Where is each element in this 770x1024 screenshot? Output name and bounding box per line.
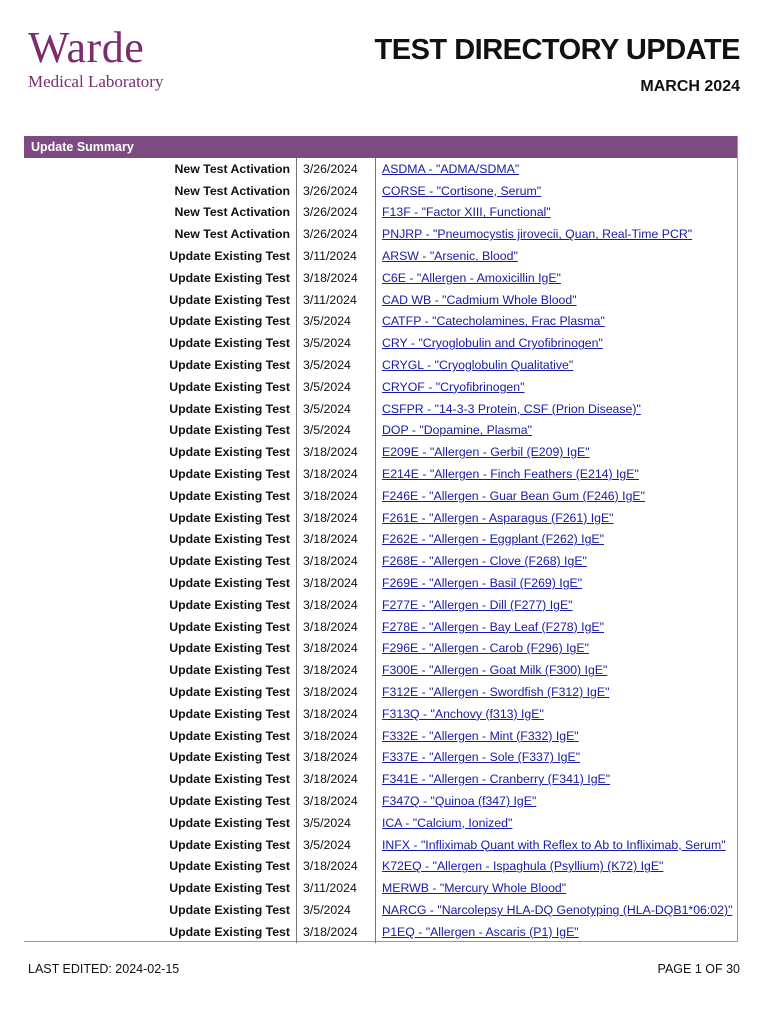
test-link[interactable]: F347Q - "Quinoa (f347) IgE" <box>382 794 537 808</box>
test-link[interactable]: CSFPR - "14-3-3 Protein, CSF (Prion Disease)" <box>382 401 641 416</box>
page-number: PAGE 1 OF 30 <box>657 962 740 976</box>
row-test <box>376 812 733 834</box>
row-action: Update Existing Test <box>140 725 297 747</box>
row-date: 3/18/2024 <box>297 703 376 725</box>
test-link[interactable]: P1EQ - "Allergen - Ascaris (P1) IgE" <box>382 924 579 939</box>
row-test <box>376 332 733 354</box>
table-row <box>140 223 732 245</box>
table-row <box>140 507 732 529</box>
row-test <box>376 463 733 485</box>
table-row <box>140 529 732 551</box>
row-date: 3/11/2024 <box>297 245 376 267</box>
last-edited: LAST EDITED: 2024-02-15 <box>28 962 180 976</box>
test-link[interactable]: F246E - "Allergen - Guar Bean Gum (F246) IgE" <box>382 488 645 503</box>
document-date: MARCH 2024 <box>640 78 740 95</box>
row-action: Update Existing Test <box>140 616 297 638</box>
row-action: Update Existing Test <box>140 550 297 572</box>
row-test <box>376 572 733 594</box>
row-test <box>376 747 733 769</box>
update-summary-header: Update Summary <box>24 136 737 158</box>
test-link[interactable]: F269E - "Allergen - Basil (F269) IgE" <box>382 576 583 591</box>
row-test <box>376 877 733 899</box>
table-row <box>140 703 732 725</box>
row-action: New Test Activation <box>140 158 297 180</box>
row-date: 3/5/2024 <box>297 834 376 856</box>
row-date: 3/5/2024 <box>297 899 376 921</box>
test-link[interactable]: ICA - "Calcium, Ionized" <box>382 815 513 830</box>
table-row <box>140 311 732 333</box>
test-link[interactable]: CORSE - "Cortisone, Serum" <box>382 183 542 198</box>
table-row <box>140 441 732 463</box>
table-row <box>140 834 732 856</box>
test-link[interactable]: ARSW - "Arsenic, Blood" <box>382 249 518 264</box>
test-link[interactable]: F312E - "Allergen - Swordfish (F312) IgE" <box>382 685 610 700</box>
row-date: 3/18/2024 <box>297 747 376 769</box>
row-date: 3/11/2024 <box>297 289 376 311</box>
row-action: New Test Activation <box>140 223 297 245</box>
table-row <box>140 877 732 899</box>
row-date: 3/18/2024 <box>297 659 376 681</box>
test-link[interactable]: E214E - "Allergen - Finch Feathers (E214) IgE" <box>382 467 639 482</box>
table-row <box>140 180 732 202</box>
row-test <box>376 616 733 638</box>
test-link[interactable]: C6E - "Allergen - Amoxicillin IgE" <box>382 270 561 285</box>
row-test <box>376 834 733 856</box>
row-date: 3/18/2024 <box>297 267 376 289</box>
row-date: 3/26/2024 <box>297 158 376 180</box>
row-date: 3/5/2024 <box>297 420 376 442</box>
row-date: 3/18/2024 <box>297 441 376 463</box>
row-action: Update Existing Test <box>140 376 297 398</box>
table-row <box>140 420 732 442</box>
row-test <box>376 180 733 202</box>
test-link[interactable]: F262E - "Allergen - Eggplant (F262) IgE" <box>382 532 604 547</box>
table-row <box>140 550 732 572</box>
row-date: 3/18/2024 <box>297 768 376 790</box>
row-date: 3/18/2024 <box>297 550 376 572</box>
row-date: 3/5/2024 <box>297 376 376 398</box>
test-link[interactable]: CRYOF - "Cryofibrinogen" <box>382 379 525 394</box>
test-link[interactable]: F296E - "Allergen - Carob (F296) IgE" <box>382 641 589 656</box>
table-row <box>140 245 732 267</box>
table-row <box>140 856 732 878</box>
table-row <box>140 790 732 812</box>
table-row <box>140 768 732 790</box>
test-link[interactable]: MERWB - "Mercury Whole Blood" <box>382 881 567 896</box>
update-summary-table <box>140 158 732 943</box>
row-test <box>376 856 733 878</box>
test-link[interactable]: F268E - "Allergen - Clove (F268) IgE" <box>382 554 587 569</box>
table-row <box>140 638 732 660</box>
test-link[interactable]: CAD WB - "Cadmium Whole Blood" <box>382 292 577 307</box>
table-row <box>140 659 732 681</box>
row-action: Update Existing Test <box>140 420 297 442</box>
table-row <box>140 376 732 398</box>
row-action: Update Existing Test <box>140 507 297 529</box>
row-action: New Test Activation <box>140 202 297 224</box>
test-link[interactable]: PNJRP - "Pneumocystis jirovecii, Quan, Real-Time PCR" <box>382 227 693 242</box>
row-date: 3/18/2024 <box>297 485 376 507</box>
table-row <box>140 812 732 834</box>
row-test <box>376 681 733 703</box>
row-date: 3/18/2024 <box>297 463 376 485</box>
row-action: Update Existing Test <box>140 267 297 289</box>
row-date: 3/18/2024 <box>297 790 376 812</box>
row-test <box>376 550 733 572</box>
row-test <box>376 485 733 507</box>
test-link[interactable]: CRY - "Cryoglobulin and Cryofibrinogen" <box>382 336 603 351</box>
test-link[interactable]: F341E - "Allergen - Cranberry (F341) IgE" <box>382 772 611 787</box>
test-link[interactable]: F261E - "Allergen - Asparagus (F261) IgE" <box>382 510 614 525</box>
test-link[interactable]: F278E - "Allergen - Bay Leaf (F278) IgE" <box>382 619 604 634</box>
row-test <box>376 594 733 616</box>
row-test <box>376 768 733 790</box>
row-action: Update Existing Test <box>140 463 297 485</box>
test-link[interactable]: F300E - "Allergen - Goat Milk (F300) IgE" <box>382 663 608 678</box>
table-row <box>140 267 732 289</box>
test-link[interactable]: CRYGL - "Cryoglobulin Qualitative" <box>382 358 574 373</box>
table-row <box>140 289 732 311</box>
row-test <box>376 354 733 376</box>
row-date: 3/18/2024 <box>297 921 376 943</box>
row-action: Update Existing Test <box>140 747 297 769</box>
table-row <box>140 681 732 703</box>
table-row <box>140 616 732 638</box>
test-link[interactable]: K72EQ - "Allergen - Ispaghula (Psyllium) (K72) IgE" <box>382 859 664 874</box>
row-date: 3/26/2024 <box>297 180 376 202</box>
row-date: 3/18/2024 <box>297 638 376 660</box>
row-action: Update Existing Test <box>140 681 297 703</box>
test-link[interactable]: CATFP - "Catecholamines, Frac Plasma" <box>382 314 605 329</box>
row-test <box>376 441 733 463</box>
row-test <box>376 899 733 921</box>
test-link[interactable]: F332E - "Allergen - Mint (F332) IgE" <box>382 728 579 743</box>
row-action: Update Existing Test <box>140 638 297 660</box>
row-date: 3/5/2024 <box>297 398 376 420</box>
row-test <box>376 289 733 311</box>
row-action: Update Existing Test <box>140 856 297 878</box>
document-title: TEST DIRECTORY UPDATE <box>374 34 740 66</box>
logo-subtitle: Medical Laboratory <box>28 72 164 91</box>
test-link[interactable]: F277E - "Allergen - Dill (F277) IgE" <box>382 597 573 612</box>
table-row <box>140 899 732 921</box>
row-test <box>376 659 733 681</box>
row-date: 3/11/2024 <box>297 877 376 899</box>
row-test <box>376 398 733 420</box>
row-action: Update Existing Test <box>140 289 297 311</box>
row-action: Update Existing Test <box>140 703 297 725</box>
row-action: Update Existing Test <box>140 485 297 507</box>
row-date: 3/5/2024 <box>297 332 376 354</box>
table-row <box>140 594 732 616</box>
table-row <box>140 485 732 507</box>
test-link[interactable]: INFX - "Infliximab Quant with Reflex to Ab to Infliximab, Serum" <box>382 837 726 852</box>
row-action: Update Existing Test <box>140 659 297 681</box>
row-action: New Test Activation <box>140 180 297 202</box>
table-row <box>140 463 732 485</box>
row-date: 3/18/2024 <box>297 681 376 703</box>
row-action: Update Existing Test <box>140 594 297 616</box>
row-date: 3/18/2024 <box>297 616 376 638</box>
test-link[interactable]: DOP - "Dopamine, Plasma" <box>382 423 532 438</box>
row-test <box>376 376 733 398</box>
row-test <box>376 223 733 245</box>
row-action: Update Existing Test <box>140 812 297 834</box>
row-action: Update Existing Test <box>140 572 297 594</box>
test-link[interactable]: E209E - "Allergen - Gerbil (E209) IgE" <box>382 445 590 460</box>
row-action: Update Existing Test <box>140 768 297 790</box>
test-link[interactable]: NARCG - "Narcolepsy HLA-DQ Genotyping (HLA-DQB1*06:02)" <box>382 902 733 917</box>
row-action: Update Existing Test <box>140 899 297 921</box>
logo-name: Warde <box>28 23 145 72</box>
row-test <box>376 245 733 267</box>
row-test <box>376 202 733 224</box>
row-action: Update Existing Test <box>140 921 297 943</box>
row-test <box>376 529 733 551</box>
row-date: 3/5/2024 <box>297 354 376 376</box>
table-row <box>140 725 732 747</box>
table-row <box>140 354 732 376</box>
test-link[interactable]: F337E - "Allergen - Sole (F337) IgE" <box>382 750 581 765</box>
row-action: Update Existing Test <box>140 354 297 376</box>
row-action: Update Existing Test <box>140 441 297 463</box>
row-action: Update Existing Test <box>140 790 297 812</box>
row-action: Update Existing Test <box>140 398 297 420</box>
table-row <box>140 202 732 224</box>
row-date: 3/18/2024 <box>297 529 376 551</box>
update-summary-section <box>24 136 738 942</box>
row-test <box>376 725 733 747</box>
table-row <box>140 398 732 420</box>
row-test <box>376 158 733 180</box>
table-row <box>140 158 732 180</box>
row-date: 3/18/2024 <box>297 725 376 747</box>
warde-logo <box>28 23 164 92</box>
row-date: 3/18/2024 <box>297 594 376 616</box>
row-test <box>376 267 733 289</box>
row-action: Update Existing Test <box>140 245 297 267</box>
row-action: Update Existing Test <box>140 332 297 354</box>
row-date: 3/26/2024 <box>297 223 376 245</box>
row-test <box>376 921 733 943</box>
test-link[interactable]: F13F - "Factor XIII, Functional" <box>382 205 551 220</box>
row-test <box>376 420 733 442</box>
table-row <box>140 572 732 594</box>
table-row <box>140 332 732 354</box>
row-date: 3/18/2024 <box>297 507 376 529</box>
test-link[interactable]: ASDMA - "ADMA/SDMA" <box>382 161 520 176</box>
row-test <box>376 311 733 333</box>
row-action: Update Existing Test <box>140 834 297 856</box>
row-test <box>376 638 733 660</box>
row-date: 3/5/2024 <box>297 311 376 333</box>
table-row <box>140 747 732 769</box>
row-date: 3/5/2024 <box>297 812 376 834</box>
row-action: Update Existing Test <box>140 877 297 899</box>
row-test <box>376 703 733 725</box>
test-link[interactable]: F313Q - "Anchovy (f313) IgE" <box>382 706 544 721</box>
row-date: 3/18/2024 <box>297 856 376 878</box>
row-date: 3/26/2024 <box>297 202 376 224</box>
row-test <box>376 507 733 529</box>
row-action: Update Existing Test <box>140 311 297 333</box>
table-row <box>140 921 732 943</box>
row-test <box>376 790 733 812</box>
row-date: 3/18/2024 <box>297 572 376 594</box>
row-action: Update Existing Test <box>140 529 297 551</box>
